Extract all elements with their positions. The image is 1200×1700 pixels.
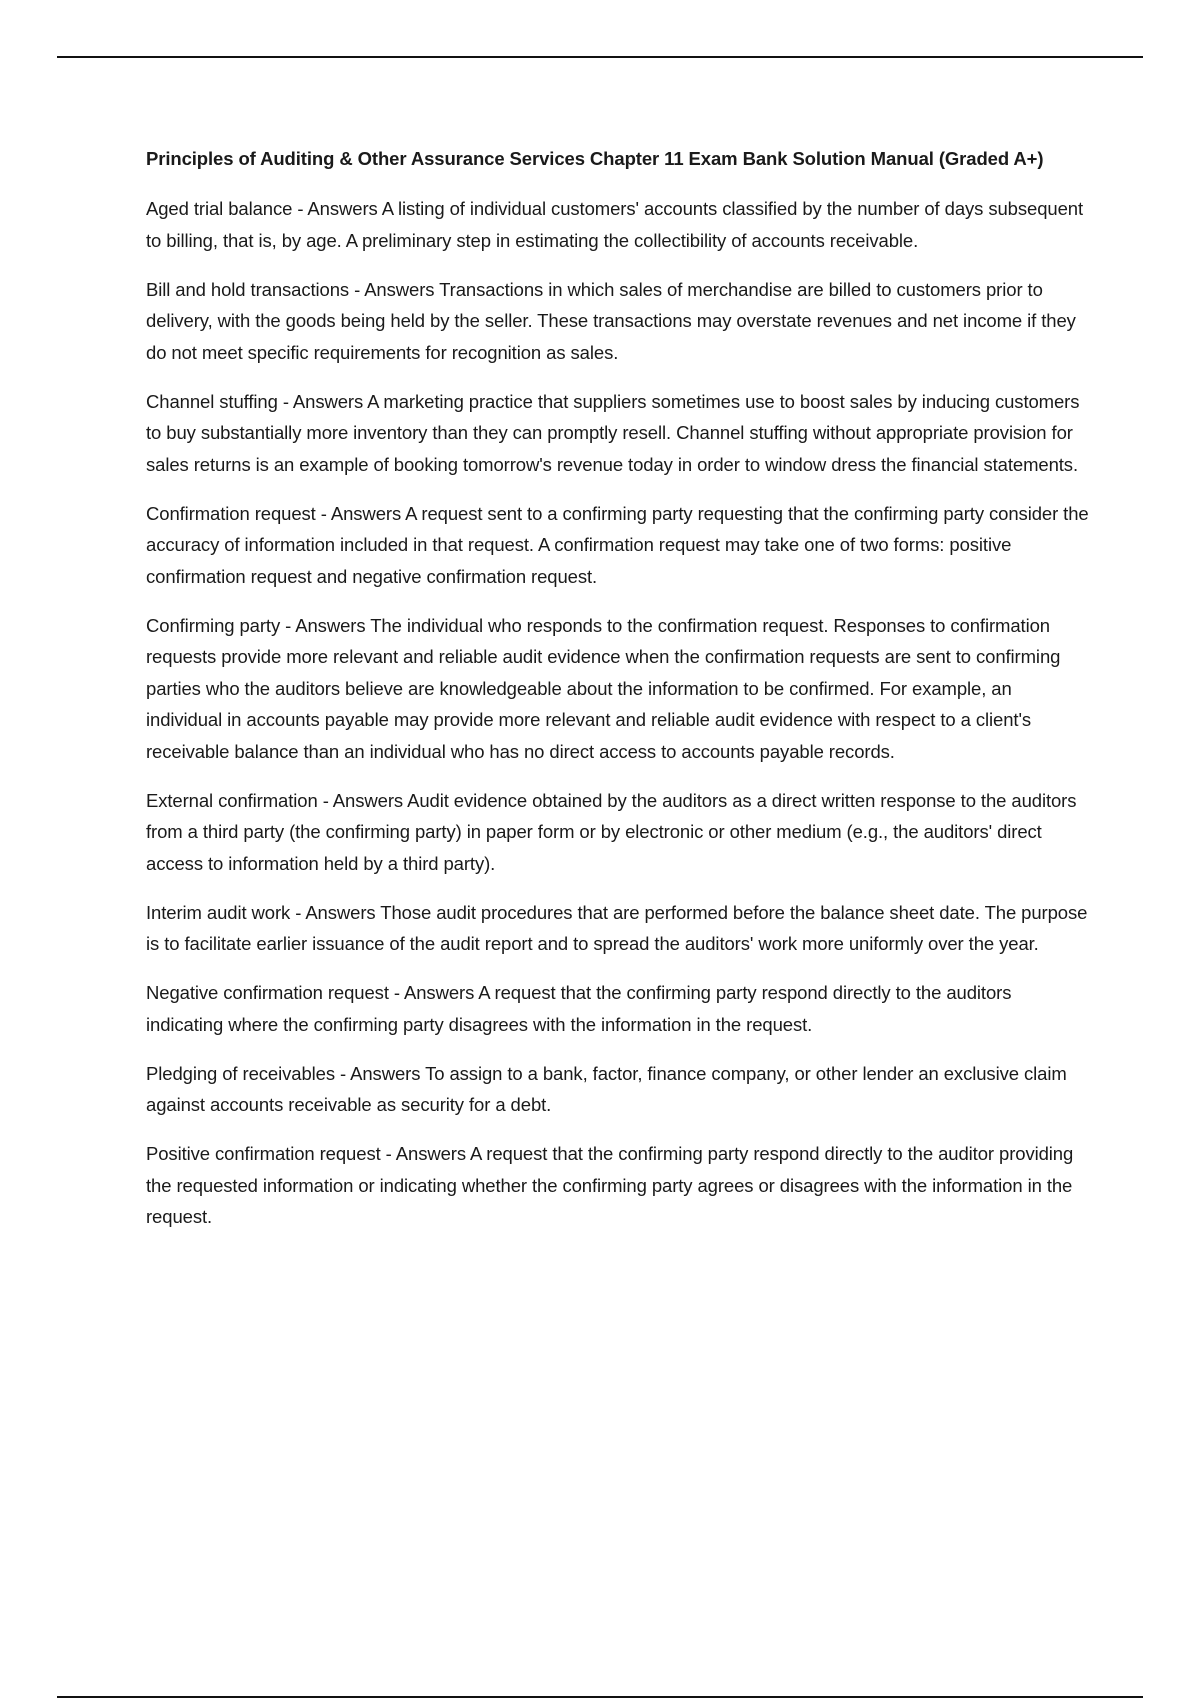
- entry-term: Pledging of receivables: [146, 1062, 335, 1084]
- entry-separator: - Answers: [290, 901, 381, 923]
- entry-separator: - Answers: [280, 614, 371, 636]
- entry-term: External confirmation: [146, 789, 318, 811]
- entry-definition: Audit evidence obtained by the auditors as a direct written response to the auditors from a third party (the confirming party) in paper form or by electronic or other medium (e.g., the auditors' direct access to information held by a third party).: [146, 789, 1077, 874]
- entry-definition: The individual who responds to the confirmation request. Responses to confirmation requests provide more relevant and reliable audit evidence when the confirmation requests are sent to confirming parties who the auditors believe are knowledgeable about the information to be confirmed. For example, an individual in accounts payable may provide more relevant and reliable audit evidence with respect to a client's receivable balance than an individual who has no direct access to accounts payable records.: [146, 614, 1061, 762]
- entry-definition: A request that the confirming party respond directly to the auditor providing the requested information or indicating whether the confirming party agrees or disagrees with the information in the request.: [146, 1143, 1074, 1227]
- entry-separator: - Answers: [349, 278, 440, 300]
- glossary-entry: [146, 193, 1091, 256]
- entry-term: Channel stuffing: [146, 390, 278, 412]
- entry-separator: - Answers: [315, 502, 406, 524]
- document-body: [146, 144, 1091, 1250]
- footer-rule: [57, 1696, 1143, 1698]
- entry-separator: - Answers: [292, 198, 382, 219]
- entry-definition: A request sent to a confirming party requesting that the confirming party consider the accuracy of information included in that request. A confirmation request may take one of two forms: positive confirmation request and negative confirmation request.: [146, 502, 1089, 587]
- entry-separator: - Answers: [317, 789, 408, 811]
- entry-term: Confirmation request: [146, 502, 316, 524]
- glossary-entry: [146, 498, 1091, 593]
- glossary-entry: [146, 1058, 1091, 1121]
- glossary-entry: [146, 785, 1091, 880]
- entry-definition: To assign to a bank, factor, finance company, or other lender an exclusive claim against accounts receivable as security for a debt.: [146, 1062, 1067, 1115]
- entry-term: Positive confirmation request: [146, 1143, 381, 1164]
- entry-definition: Those audit procedures that are performed before the balance sheet date. The purpose is to facilitate earlier issuance of the audit report and to spread the auditors' work more uniformly over the year.: [146, 901, 1088, 954]
- entry-term: Confirming party: [146, 614, 281, 636]
- glossary-entry: [146, 977, 1091, 1040]
- header-rule: [57, 56, 1143, 58]
- entry-separator: - Answers: [277, 390, 368, 412]
- entry-separator: - Answers: [380, 1143, 471, 1164]
- entry-definition: Transactions in which sales of merchandise are billed to customers prior to delivery, with the goods being held by the seller. These transactions may overstate revenues and net income if they do not meet specific requirements for recognition as sales.: [146, 278, 1076, 363]
- glossary-entry: [146, 386, 1091, 481]
- glossary-entry: [146, 1138, 1091, 1233]
- entry-definition: A request that the confirming party respond directly to the auditors indicating where the confirming party disagrees with the information in the request.: [146, 982, 1012, 1035]
- entry-definition: A listing of individual customers' accounts classified by the number of days subsequent to billing, that is, by age. A preliminary step in estimating the collectibility of accounts receivable.: [146, 198, 1084, 251]
- entry-term: Negative confirmation request: [146, 982, 389, 1003]
- glossary-entry: [146, 897, 1091, 960]
- entry-separator: - Answers: [388, 982, 479, 1003]
- document-title: Principles of Auditing & Other Assurance Services Chapter 11 Exam Bank Solution Manual (Graded A+): [146, 148, 1044, 169]
- entry-term: Aged trial balance: [146, 198, 293, 219]
- entry-term: Interim audit work: [146, 901, 291, 923]
- entry-term: Bill and hold transactions: [146, 278, 350, 300]
- entry-separator: - Answers: [335, 1062, 426, 1084]
- glossary-entry: [146, 274, 1091, 369]
- entry-definition: A marketing practice that suppliers sometimes use to boost sales by inducing customers to buy substantially more inventory than they can promptly resell. Channel stuffing without appropriate provision for sales returns is an example of booking tomorrow's revenue today in order to window dress the financial statements.: [146, 390, 1080, 475]
- glossary-entry: [146, 610, 1091, 768]
